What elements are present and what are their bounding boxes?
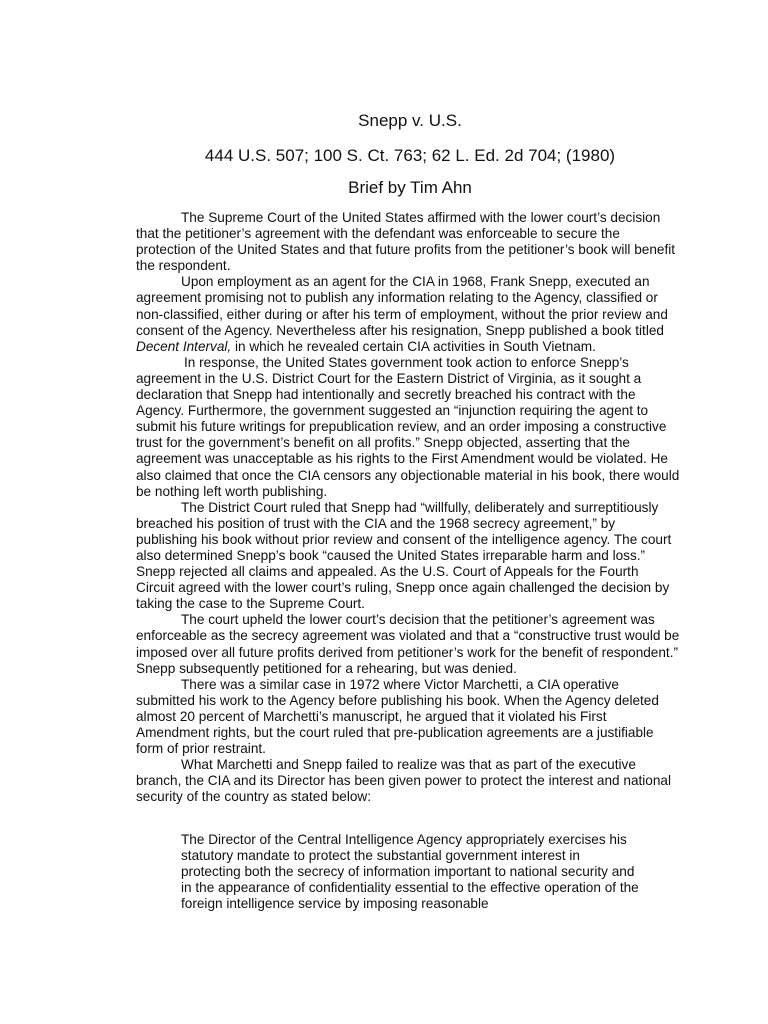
paragraph-supreme-court: The court upheld the lower court’s decision that the petitioner’s agreement was enforceable as the secrecy agreement was violated and that a “constructive trust would be imposed over all future profits derived from petitioner’s work for the benefit of respondent.” Snepp subsequently petitioned for a rehearing, but was denied. (136, 612, 680, 676)
paragraph-executive-branch: What Marchetti and Snepp failed to realize was that as part of the executive branch, the CIA and its Director has been given power to protect the interest and national security of the country as stated below: (136, 757, 672, 805)
brief-byline: Brief by Tim Ahn (348, 178, 472, 197)
block-quote: The Director of the Central Intelligence Agency appropriately exercises his statutory mandate to protect the substantial government interest in protecting both the secrecy of information important to national security and in the appearance of confidentiality essential to the effective operation of the foreign intelligence service by imposing reasonable (181, 832, 639, 912)
paragraph-facts (136, 274, 680, 354)
paragraph-facts-text-after: in which he revealed certain CIA activities in South Vietnam. (231, 338, 596, 354)
case-title: Snepp v. U.S. (358, 111, 462, 130)
paragraph-holding: The Supreme Court of the United States affirmed with the lower court’s decision that the petitioner’s agreement with the defendant was enforceable to secure the protection of the United States and that future profits from the petitioner’s book will benefit the respondent. (136, 210, 676, 274)
paragraph-facts-text-before: Upon employment as an agent for the CIA in 1968, Frank Snepp, executed an agreement promising not to publish any information relating to the Agency, classified or non-classified, either during or after his term of employment, without the prior review and consent of the Agency. Nevertheless after his resignation, Snepp published a book titled (136, 274, 668, 338)
paragraph-marchetti: There was a similar case in 1972 where Victor Marchetti, a CIA operative submitted his work to the Agency before publishing his book. When the Agency deleted almost 20 percent of Marchetti’s manuscript, he argued that it violated his First Amendment rights, but the court ruled that pre-publication agreements are a justifiable form of prior restraint. (136, 676, 659, 757)
brief-body (136, 210, 680, 805)
paragraph-government-response: In response, the United States government took action to enforce Snepp’s agreement in the U.S. District Court for the Eastern District of Virginia, as it sought a declaration that Snepp had intentionally and secretly breached his contract with the Agency. Furthermore, the government suggested an “injunction requiring the agent to submit his future writings for prepublication review, and an order imposing a constructive trust for the government’s benefit on all profits.” Snepp objected, asserting that the agreement was unacceptable as his rights to the First Amendment would be violated. He also claimed that once the CIA censors any objectionable material in his book, there would be nothing left worth publishing. (136, 354, 680, 499)
case-citation: 444 U.S. 507; 100 S. Ct. 763; 62 L. Ed. 2d 704; (1980) (204, 146, 616, 165)
book-title: Decent Interval, (136, 338, 232, 354)
paragraph-district-court: The District Court ruled that Snepp had “willfully, deliberately and surreptitiously breached his position of trust with the CIA and the 1968 secrecy agreement,” by publishing his book without prior review and consent of the intelligence agency. The court also determined Snepp’s book “caused the United States irreparable harm and loss.” Snepp rejected all claims and appealed. As the U.S. Court of Appeals for the Fourth Circuit agreed with the lower court’s ruling, Snepp once again challenged the decision by taking the case to the Supreme Court. (136, 499, 672, 612)
